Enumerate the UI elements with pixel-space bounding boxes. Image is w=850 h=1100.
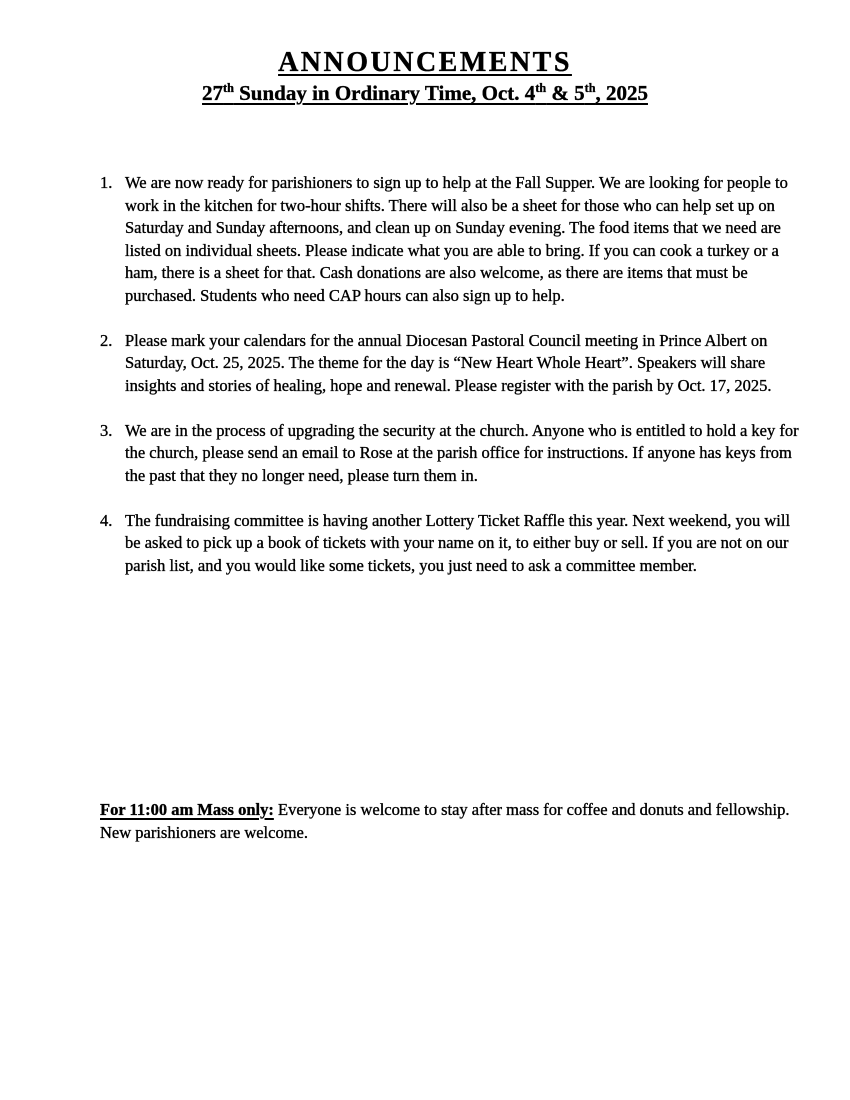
announcement-number: 4. — [100, 510, 113, 530]
announcement-text: The fundraising committee is having another Lottery Ticket Raffle this year. Next weekend, you will be asked to pick up a book of tickets with your name on it, to either buy or sell. If you are not on our parish list, and you would like some tickets, you just need to ask a committee member. — [125, 510, 791, 575]
announcement-list — [100, 172, 802, 600]
announcement-text: Please mark your calendars for the annual Diocesan Pastoral Council meeting in Prince Albert on Saturday, Oct. 25, 2025. The theme for the day is “New Heart Whole Heart”. Speakers will share insights and stories of healing, hope and renewal. Please register with the parish by Oct. 17, 2025. — [125, 330, 772, 395]
announcement-number: 2. — [100, 330, 113, 350]
subtitle-superscript: th — [223, 81, 234, 95]
subtitle-segment: 27 — [202, 81, 224, 105]
announcement-text: We are in the process of upgrading the security at the church. Anyone who is entitled to hold a key for the church, please send an email to Rose at the parish office for instructions. If anyone has keys from the past that they no longer need, please turn them in. — [125, 420, 799, 485]
subtitle-segment: , 2025 — [595, 81, 648, 105]
announcement-item-4 — [100, 510, 802, 578]
announcement-item-3 — [100, 420, 802, 488]
announcement-number: 1. — [100, 173, 113, 192]
subtitle-segment: & 5 — [546, 81, 585, 105]
mass-note-text: Everyone is welcome to stay after mass for coffee and donuts and fellowship. New parishioners are welcome. — [100, 800, 790, 842]
subtitle-superscript: th — [535, 81, 547, 95]
mass-note-lead: For 11:00 am Mass only: — [100, 800, 274, 819]
announcement-text: We are now ready for parishioners to sign up to help at the Fall Supper. We are looking for people to work in the kitchen for two-hour shifts. There will also be a sheet for those who can help set up on Saturday and Sunday afternoons, and clean up on Sunday evening. The food items that we need are listed on individual sheets. Please indicate what you are able to bring. If you can cook a turkey or a ham, there is a sheet for that. Cash donations are also welcome, as there are items that must be purchased. Students who need CAP hours can also sign up to help. — [125, 173, 788, 305]
subtitle-superscript: th — [584, 81, 596, 95]
announcement-item-2 — [100, 330, 802, 398]
announcement-number: 3. — [100, 420, 113, 440]
subtitle-segment: Sunday in Ordinary Time, Oct. 4 — [233, 81, 536, 105]
mass-note — [100, 799, 802, 844]
document-header — [0, 46, 850, 107]
announcement-item-1 — [100, 172, 802, 307]
page-subtitle — [0, 80, 850, 107]
page-title: ANNOUNCEMENTS — [278, 47, 572, 78]
